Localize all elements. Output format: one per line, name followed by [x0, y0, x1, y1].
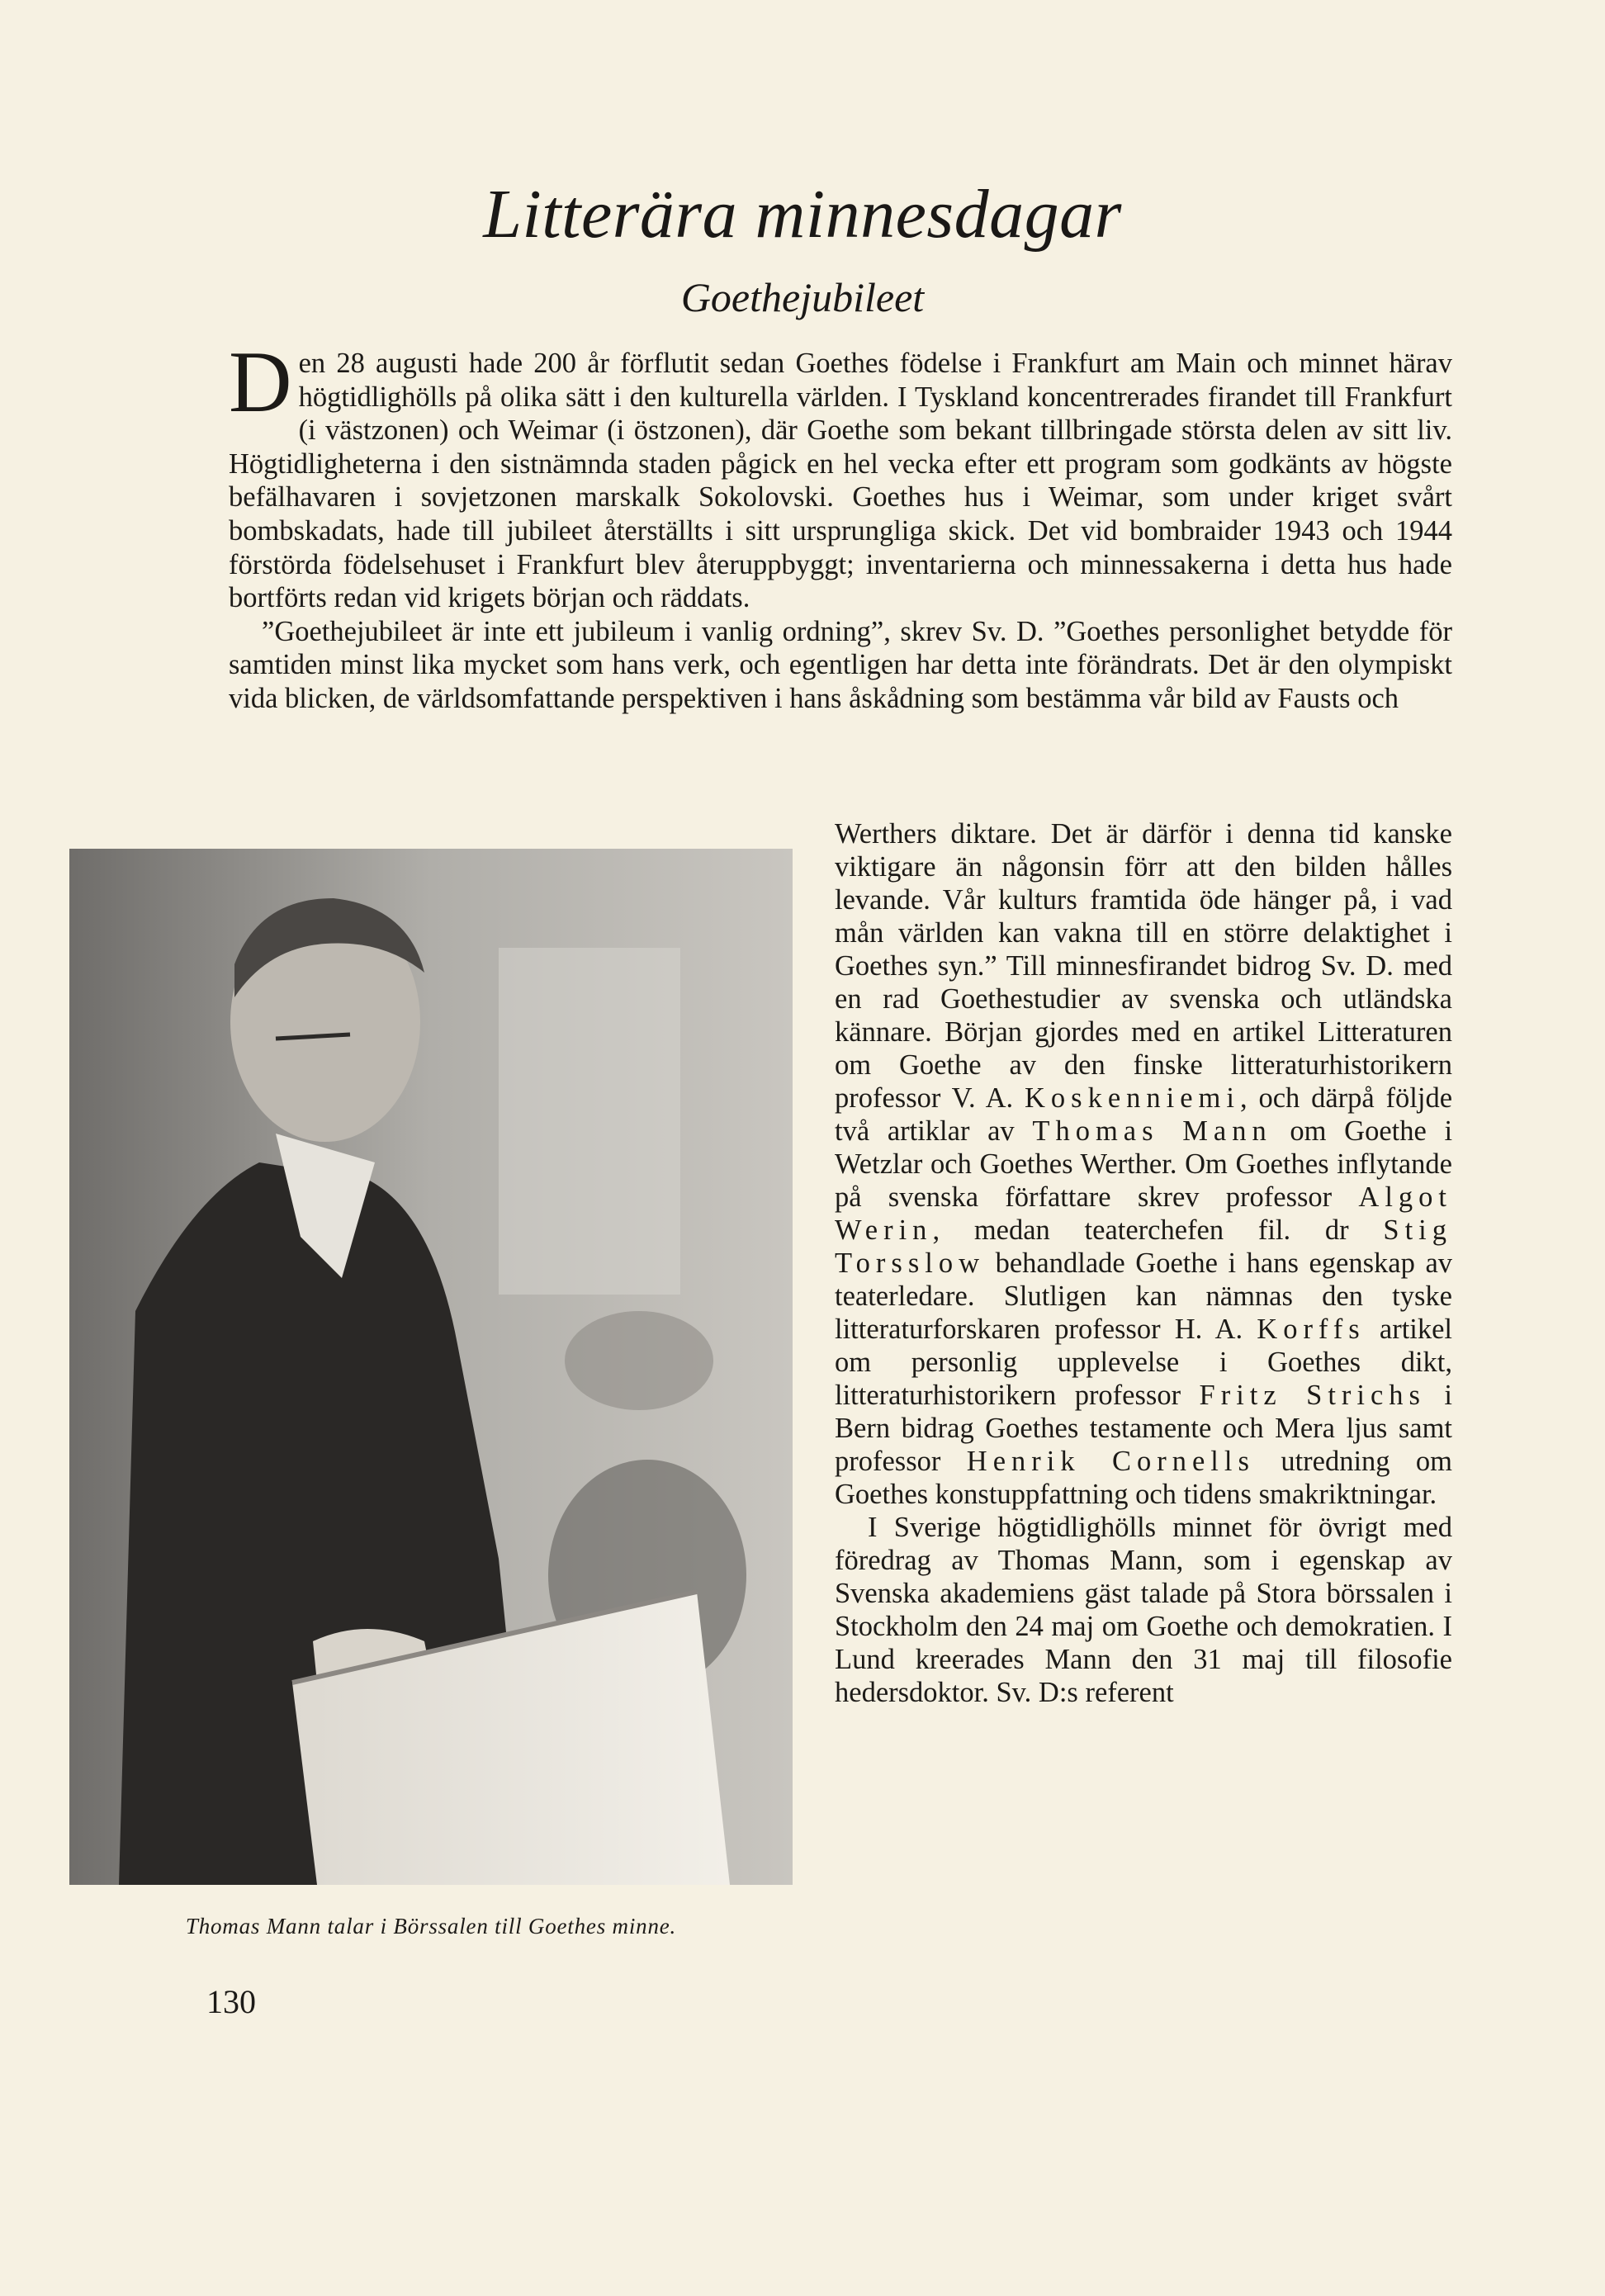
- name-thomas-mann: Thomas Mann: [1032, 1115, 1272, 1147]
- name-koskenniemi: Koskenniemi: [1025, 1082, 1240, 1114]
- text-segment: om Goethe i Wetzlar och Goethes Werther. Om Goethes inflytande på svenska författare skrev professor: [835, 1115, 1453, 1213]
- text-segment: artikel om personlig upplevelse i Goethes dikt, litteraturhistorikern professor: [835, 1314, 1453, 1411]
- name-stig-torsslow: Stig Torsslow: [835, 1214, 1452, 1279]
- photo-illustration: [69, 849, 793, 1885]
- text-segment: utredning om Goethes konstuppfattning och tidens smakriktningar.: [835, 1446, 1453, 1510]
- text-segment: , och därpå följde två artiklar av: [835, 1082, 1453, 1147]
- article-body-right-column: [835, 817, 1452, 1709]
- article-title: Litterära minnesdagar: [483, 176, 1122, 253]
- name-korffs: Korffs: [1257, 1314, 1366, 1345]
- paragraph-3: I Sverige högtidlighölls minnet för övrigt med föredrag av Thomas Mann, som i egenskap av Svenska akademiens gäst talade på Stora börssalen i Stockholm den 24 maj om Goethe och demokratien. I Lund kreerades Mann den 31 maj till filosofie hedersdoktor. Sv. D:s referent: [835, 1512, 1452, 1708]
- paragraph-2-continued: [835, 817, 1452, 1511]
- paragraph-2-text: Werthers diktare. Det är därför i denna tid kanske viktigare än någonsin förr att den bilden hålles levande. Vår kulturs framtida öde hänger på, i vad mån världen kan vakna till en större delaktighet i Goethes syn.” Till minnesfirandet bidrog Sv. D. med en rad Goethestudier av svenska och utländska kännare. Början gjordes med en artikel Litteraturen om Goethe av den finske litteraturhistorikern professor V. A.: [835, 818, 1452, 1114]
- name-algot-werin: Algot Werin: [835, 1181, 1453, 1246]
- drop-cap: D: [229, 334, 292, 430]
- page-number: 130: [206, 1983, 256, 2020]
- photo-caption: Thomas Mann talar i Börssalen till Goethes minne.: [185, 1914, 677, 1939]
- article-body-full-width: [229, 334, 1452, 716]
- paragraph-2-start: ”Goethejubileet är inte ett jubileum i vanlig ordning”, skrev Sv. D. ”Goethes personlighet betydde för samtiden minst lika mycket som hans verk, och egentligen har detta inte förändrats. Det är den olympiskt vida blicken, de världsomfattande perspektiven i hans åskådning som bestämma vår bild av Fausts och: [229, 615, 1452, 714]
- name-fritz-strichs: Fritz Strichs: [1199, 1380, 1426, 1411]
- text-segment: behandlade Goethe i hans egenskap av teaterledare. Slutligen kan nämnas den tyske litteraturforskaren professor H. A.: [835, 1247, 1453, 1345]
- paragraph-1: [229, 334, 1452, 615]
- photo-thomas-mann: [69, 849, 793, 1885]
- text-segment: i Bern bidrag Goethes testamente och Mera ljus samt professor: [835, 1380, 1453, 1477]
- article-subtitle: Goethejubileet: [680, 274, 925, 320]
- name-henrik-cornells: Henrik Cornells: [966, 1446, 1255, 1477]
- text-segment: , medan teaterchefen fil. dr: [932, 1214, 1349, 1246]
- paragraph-1-text: en 28 augusti hade 200 år förflutit sedan Goethes födelse i Frankfurt am Main och minnet härav högtidlighölls på olika sätt i den kulturella världen. I Tyskland koncentrerades firandet till Frankfurt (i västzonen) och Weimar (i östzonen), där Goethe som bekant tillbringade största delen av sitt liv. Högtidligheterna i den sistnämnda staden pågick en hel vecka efter ett program som godkänts av högste befälhavaren i sovjetzonen marskalk Sokolovski. Goethes hus i Weimar, som under kriget svårt bombskadats, hade till jubileet återställts i sitt ursprungliga skick. Det vid bombraider 1943 och 1944 förstörda födelsehuset i Frankfurt blev återuppbyggt; inventarierna och minnessakerna i detta hus hade bortförts redan vid krigets början och räddats.: [229, 348, 1452, 614]
